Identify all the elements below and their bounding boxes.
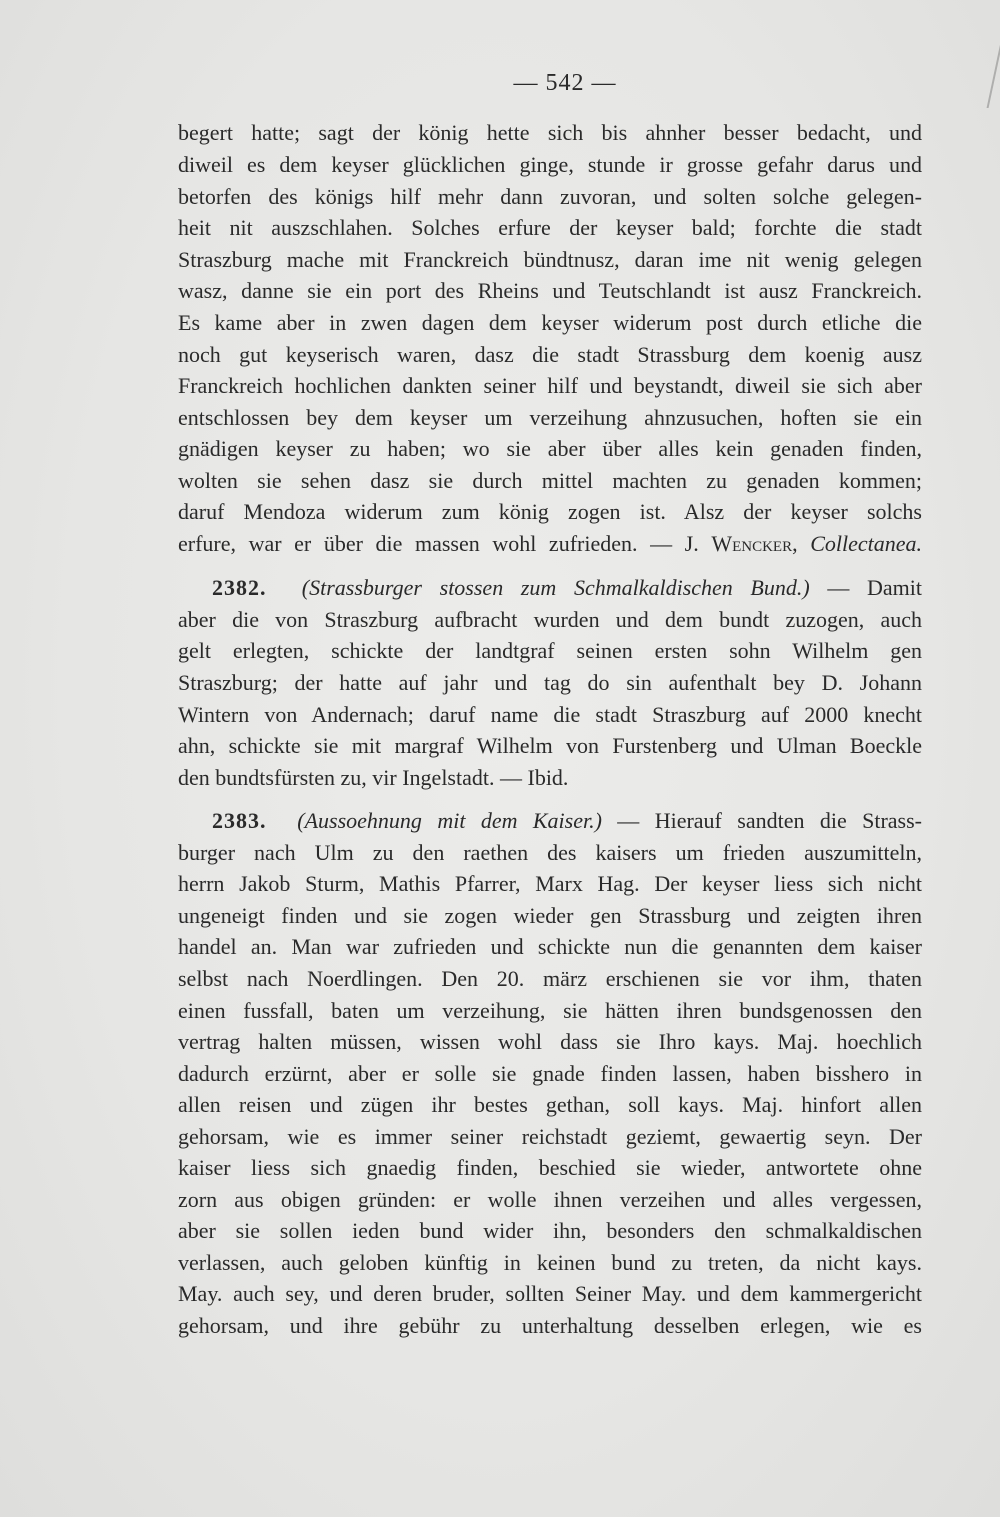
citation-author: Wencker [711,531,793,556]
text-line: Straszburg; der hatte auf jahr und tag do sin aufenthalt bey D. Johann [178,670,922,695]
text-line: gehorsam, wie es immer seiner reichstadt geziemt, gewaertig seyn. Der [178,1124,922,1149]
citation-separator: , [792,531,811,556]
text-line: gehorsam, und ihre gebühr zu unterhaltung desselben erlegen, wie es [178,1313,922,1338]
text-line: herrn Jakob Sturm, Mathis Pfarrer, Marx Hag. Der keyser liess sich nicht [178,871,922,896]
text-line: gnädigen keyser zu haben; wo sie aber über alles kein genaden finden, [178,436,922,461]
text-line: kaiser liess sich gnaedig finden, beschied sie wieder, antwortete ohne [178,1155,922,1180]
entry-heading-line [212,572,922,604]
text-line: Wintern von Andernach; daruf name die stadt Straszburg auf 2000 knecht [178,702,922,727]
text-line: selbst nach Noerdlingen. Den 20. märz erschienen sie vor ihm, thaten [178,966,922,991]
page-number: — 542 — [513,70,617,96]
text-line: heit nit auszschlahen. Solches erfure der keyser bald; forchte die stadt [178,215,922,240]
text-line: diweil es dem keyser glücklichen ginge, stunde ir grosse gefahr darus und [178,152,922,177]
text-line: verlassen, auch geloben künftig in keinen bund zu treten, da nicht kays. [178,1250,922,1275]
entry-title: (Strassburger stossen zum Schmalkaldischen Bund.) [301,575,810,600]
entry-title: (Aussoehnung mit dem Kaiser.) [297,808,602,833]
text-line: ungeneigt finden und sie zogen wieder gen Strassburg und zeigten ihren [178,903,922,928]
text-line: begert hatte; sagt der könig hette sich bis ahnher besser bedacht, und [178,120,922,145]
text-line: wasz, danne sie ein port des Rheins und Teutschlandt ist ausz Franckreich. [178,278,922,303]
text-line: Franckreich hochlichen dankten seiner hilf und beystandt, diweil sie sich aber [178,373,922,398]
text-line: zorn aus obigen gründen: er wolle ihnen verzeihen und alles vergessen, [178,1187,922,1212]
entry-text: — Damit [809,575,922,600]
text-line: vertrag halten müssen, wissen wohl dass sie Ihro kays. Maj. hoechlich [178,1029,922,1054]
text-line: Es kame aber in zwen dagen dem keyser widerum post durch etliche die [178,310,922,335]
text-line: May. auch sey, und deren bruder, sollten Seiner May. und dem kammergericht [178,1281,922,1306]
text-line: aber die von Straszburg aufbracht wurden und dem bundt zuzogen, auch [178,607,922,632]
text-line: dadurch erzürnt, aber er solle sie gnade finden lassen, haben bisshero in [178,1061,922,1086]
text-line: einen fussfall, baten um verzeihung, sie hätten ihren bundsgenossen den [178,998,922,1023]
text-line: burger nach Ulm zu den raethen des kaisers um frieden auszumitteln, [178,840,922,865]
citation-text: erfure, war er über die massen wohl zufrieden. — J. [178,531,712,556]
entry-heading-line [212,805,922,837]
text-line: entschlossen bey dem keyser um verzeihung ahnzusuchen, hoften sie ein [178,405,922,430]
text-line: Straszburg mache mit Franckreich bündtnusz, daran ime nit wenig gelegen [178,247,922,272]
text-line: gelt erlegten, schickte der landtgraf seinen ersten sohn Wilhelm gen [178,638,922,663]
text-line: ahn, schickte sie mit margraf Wilhelm von Furstenberg und Ulman Boeckle [178,733,922,758]
text-line: betorfen des königs hilf mehr dann zuvoran, und solten solche gelegen- [178,184,922,209]
text-line: daruf Mendoza widerum zum könig zogen ist. Alsz der keyser solchs [178,499,922,524]
text-line: allen reisen und zügen ihr bestes gethan, soll kays. Maj. hinfort allen [178,1092,922,1117]
text-line: aber sie sollen ieden bund wider ihn, besonders den schmalkaldischen [178,1218,922,1243]
citation-line [178,528,922,560]
text-line: wolten sie sehen dasz sie durch mittel machten zu genaden kommen; [178,468,922,493]
entry-number: 2383. [212,808,267,833]
entry-text: — Hierauf sandten die Strass- [601,808,922,833]
text-line: den bundtsfürsten zu, vir Ingelstadt. — Ibid. [178,765,569,790]
text-line: noch gut keyserisch waren, dasz die stadt Strassburg dem koenig ausz [178,342,922,367]
text-line: handel an. Man war zufrieden und schickte nun die genannten dem kaiser [178,934,922,959]
citation-work: Collectanea. [810,531,922,556]
entry-number: 2382. [212,575,267,600]
